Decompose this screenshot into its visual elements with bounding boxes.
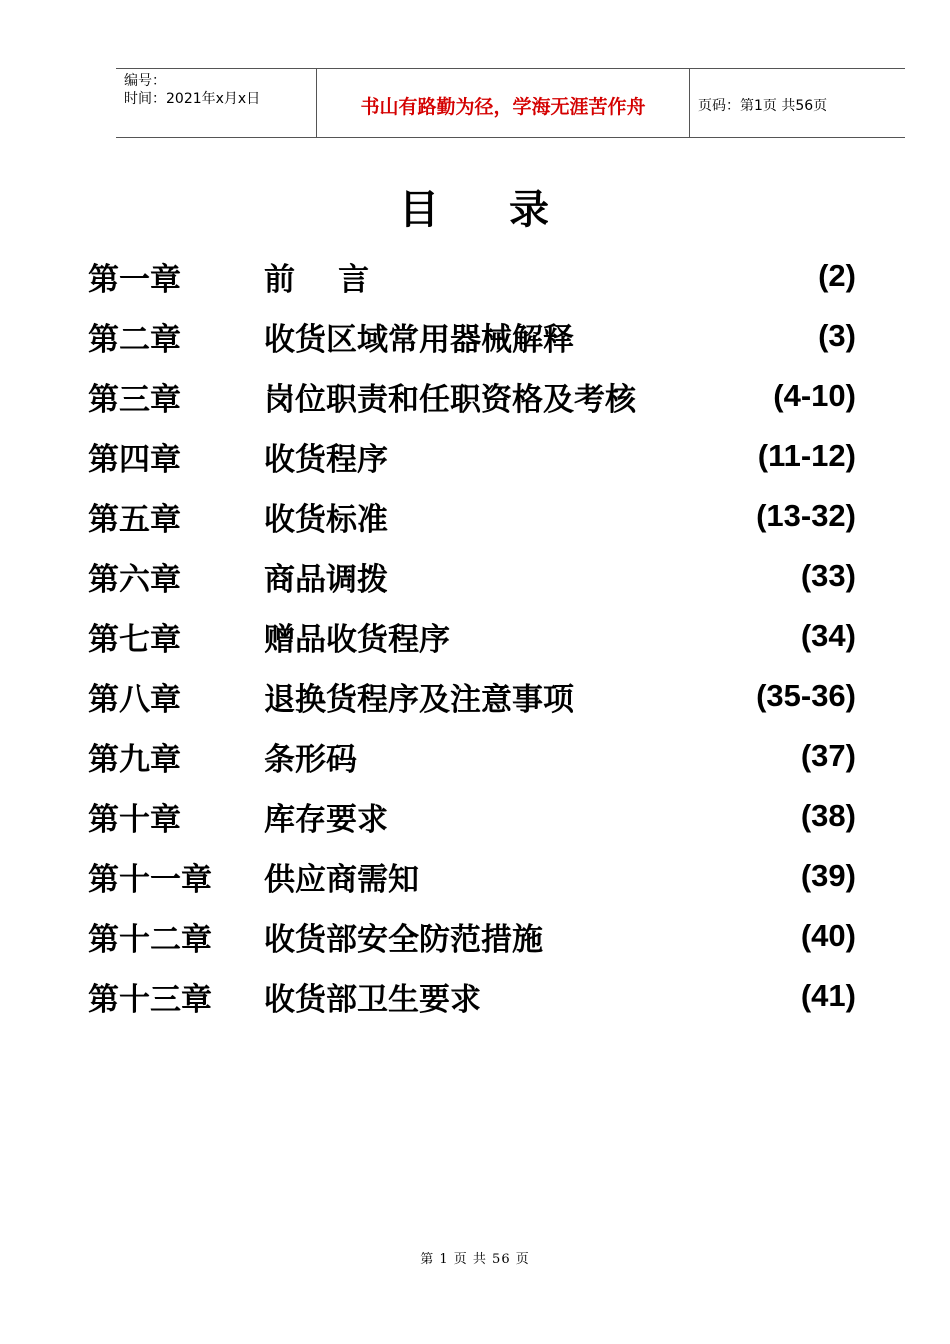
toc-row[interactable] (88, 906, 856, 966)
number-label: 编号： (124, 73, 166, 89)
toc-chapter: 第三章 (88, 381, 181, 418)
toc-chapter: 第六章 (88, 561, 181, 598)
toc-row[interactable] (88, 786, 856, 846)
toc-pages: (13-32) (756, 498, 856, 533)
header-table (116, 68, 905, 138)
page-info-text: 页码：第1页 共56页 (698, 98, 828, 114)
toc-title: 收货部卫生要求 (264, 981, 481, 1018)
toc-row[interactable] (88, 426, 856, 486)
toc-row[interactable] (88, 306, 856, 366)
toc-pages: (39) (800, 858, 856, 893)
motto-text: 书山有路勤为径，学海无涯苦作舟 (360, 95, 646, 118)
toc-title: 商品调拨 (264, 561, 388, 598)
toc-pages: (11-12) (757, 438, 856, 473)
toc-row[interactable] (88, 546, 856, 606)
toc-title: 岗位职责和任职资格及考核 (264, 381, 636, 418)
toc-title: 收货程序 (264, 441, 388, 478)
toc-row[interactable] (88, 366, 856, 426)
toc-chapter: 第八章 (88, 681, 181, 718)
title-char-2: 录 (509, 187, 551, 233)
toc-chapter: 第十二章 (88, 921, 212, 958)
toc-chapter: 第七章 (88, 621, 181, 658)
toc-title: 收货区域常用器械解释 (264, 321, 574, 358)
toc-title: 库存要求 (264, 801, 388, 838)
toc-chapter: 第九章 (88, 741, 181, 778)
toc-pages: (34) (800, 618, 856, 653)
toc-chapter: 第四章 (88, 441, 181, 478)
toc-chapter: 第一章 (88, 261, 181, 298)
toc-pages: (41) (800, 978, 856, 1013)
toc-pages: (35-36) (756, 678, 856, 713)
toc-title: 赠品收货程序 (264, 621, 450, 658)
toc-row[interactable] (88, 666, 856, 726)
toc-chapter: 第十三章 (88, 981, 212, 1018)
toc-pages: (4-10) (773, 378, 856, 413)
toc-pages: (37) (800, 738, 856, 773)
toc-title: 收货部安全防范措施 (264, 921, 543, 958)
toc-chapter: 第二章 (88, 321, 181, 358)
toc-chapter: 第十一章 (88, 861, 212, 898)
toc-row[interactable] (88, 246, 856, 306)
motto-cell (317, 69, 690, 137)
toc-row[interactable] (88, 966, 856, 1026)
toc-pages: (33) (800, 558, 856, 593)
toc-title: 条形码 (264, 741, 357, 778)
toc-title: 前 言 (264, 261, 370, 298)
page-footer: 第 1 页 共 56 页 (420, 1252, 530, 1267)
toc-title: 退换货程序及注意事项 (264, 681, 574, 718)
toc-pages: (38) (800, 798, 856, 833)
header-meta-cell (116, 69, 317, 137)
title-char-1: 目 (399, 187, 441, 233)
toc-chapter: 第五章 (88, 501, 181, 538)
toc-title: 收货标准 (264, 501, 388, 538)
toc-chapter: 第十章 (88, 801, 181, 838)
toc-row[interactable] (88, 726, 856, 786)
toc-row[interactable] (88, 846, 856, 906)
toc-row[interactable] (88, 486, 856, 546)
toc-pages: (2) (818, 258, 856, 293)
toc-pages: (40) (800, 918, 856, 953)
toc-title: 供应商需知 (264, 861, 419, 898)
page-info-cell (690, 69, 905, 137)
table-of-contents (88, 246, 856, 1026)
toc-row[interactable] (88, 606, 856, 666)
page-title (0, 178, 950, 235)
time-label: 时间：2021年x月x日 (124, 91, 261, 107)
toc-pages: (3) (818, 318, 856, 353)
